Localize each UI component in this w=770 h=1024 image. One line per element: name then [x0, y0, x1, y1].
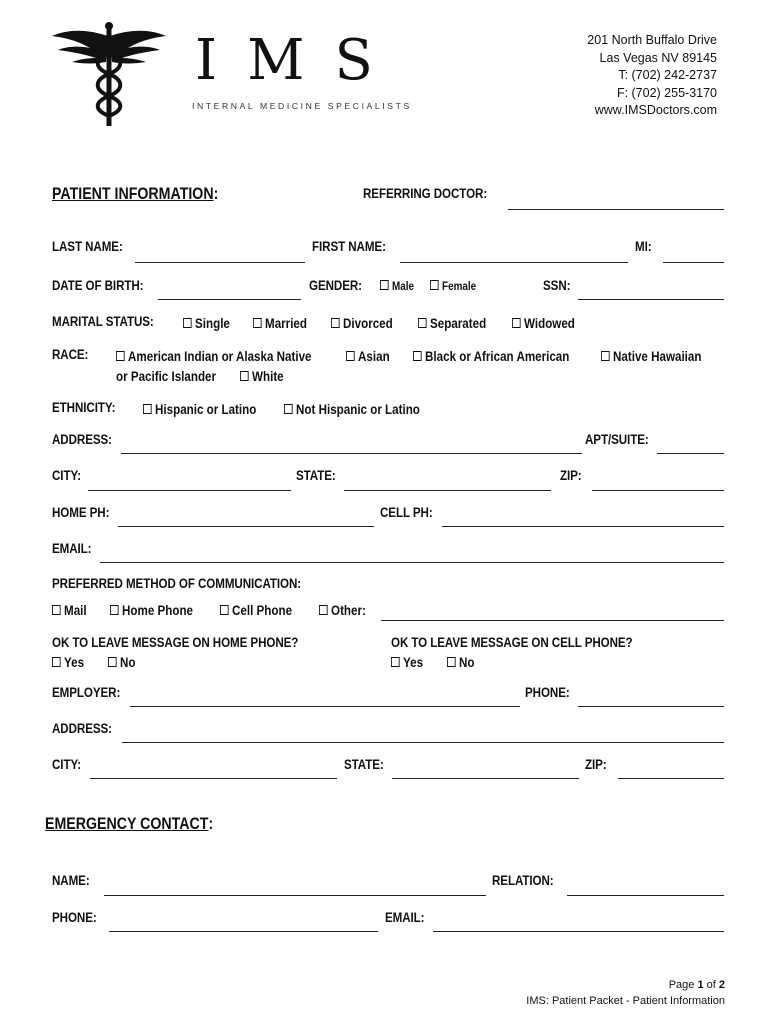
option-label: Black or African American [425, 349, 570, 364]
employer-state-label: STATE: [344, 757, 384, 772]
phone-line: T: (702) 242-2737 [618, 68, 717, 82]
page-prefix: Page [668, 979, 698, 991]
city-field[interactable] [88, 490, 291, 491]
option-label: Mail [64, 603, 87, 618]
checkbox[interactable] [143, 404, 152, 414]
gender-female-option[interactable] [430, 280, 476, 293]
option-label: Married [265, 316, 307, 331]
emergency-phone-field[interactable] [109, 931, 378, 932]
state-label: STATE: [296, 468, 336, 483]
relation-field[interactable] [567, 895, 724, 896]
page-number [526, 977, 725, 993]
address-line: Las Vegas NV 89145 [599, 50, 717, 65]
checkbox[interactable] [183, 318, 192, 328]
employer-phone-label: PHONE: [525, 685, 570, 700]
email-label: EMAIL: [52, 541, 92, 556]
city-label: CITY: [52, 468, 82, 483]
option-label: No [120, 655, 136, 670]
employer-zip-field[interactable] [618, 778, 724, 779]
page-of: of [703, 979, 719, 991]
employer-zip-label: ZIP: [585, 757, 607, 772]
option-label: Widowed [524, 316, 575, 331]
checkbox[interactable] [220, 605, 229, 615]
employer-city-label: CITY: [52, 757, 82, 772]
employer-state-field[interactable] [392, 778, 579, 779]
ok-home-yes-option[interactable] [52, 655, 84, 670]
first-name-field[interactable] [400, 262, 628, 263]
heading-colon: : [213, 185, 219, 203]
referring-doctor-field[interactable] [508, 209, 724, 210]
option-label: Cell Phone [232, 603, 293, 618]
ok-cell-yes-option[interactable] [391, 655, 423, 670]
last-name-field[interactable] [135, 262, 305, 263]
employer-label: EMPLOYER: [52, 685, 121, 700]
checkbox[interactable] [253, 318, 262, 328]
option-label: No [459, 655, 475, 670]
website-line: www.IMSDoctors.com [594, 103, 717, 117]
dob-field[interactable] [158, 299, 301, 300]
ssn-field[interactable] [578, 299, 724, 300]
option-label: Yes [64, 655, 85, 670]
comm-cell-phone-option[interactable] [220, 603, 292, 618]
preferred-comm-label: PREFERRED METHOD OF COMMUNICATION: [52, 576, 302, 591]
checkbox[interactable] [418, 318, 427, 328]
option-label: Single [195, 316, 230, 331]
emergency-contact-heading [45, 815, 213, 834]
patient-info-heading [52, 185, 218, 204]
logo-wordmark: IMS [195, 28, 403, 93]
option-label: Divorced [343, 316, 393, 331]
comm-other-option[interactable] [319, 603, 366, 618]
apt-suite-label: APT/SUITE: [585, 432, 649, 447]
page-footer [526, 977, 725, 1009]
option-label: Home Phone [122, 603, 194, 618]
comm-other-field[interactable] [381, 620, 724, 621]
option-label: Yes [403, 655, 424, 670]
heading-colon: : [208, 815, 214, 833]
race-american-indian-option[interactable] [116, 349, 312, 364]
emergency-name-field[interactable] [104, 895, 486, 896]
option-label: White [252, 369, 284, 384]
checkbox[interactable] [108, 657, 117, 667]
apt-suite-field[interactable] [657, 453, 724, 454]
referring-doctor-label: REFERRING DOCTOR: [363, 186, 488, 201]
document-name: IMS: Patient Packet - Patient Information [526, 995, 725, 1007]
gender-label: GENDER: [309, 278, 362, 293]
address-line: 201 North Buffalo Drive [587, 33, 717, 47]
checkbox[interactable] [110, 605, 119, 615]
checkbox[interactable] [601, 351, 610, 361]
email-field[interactable] [100, 562, 724, 563]
employer-phone-field[interactable] [578, 706, 724, 707]
ok-home-phone-label: OK TO LEAVE MESSAGE ON HOME PHONE? [52, 635, 299, 650]
employer-city-field[interactable] [90, 778, 337, 779]
cell-phone-label: CELL PH: [380, 505, 433, 520]
checkbox[interactable] [319, 605, 328, 615]
option-label: Male [392, 281, 415, 293]
mi-field[interactable] [663, 262, 724, 263]
option-label: Separated [430, 316, 487, 331]
emergency-email-field[interactable] [433, 931, 724, 932]
cell-phone-field[interactable] [442, 526, 724, 527]
ok-cell-phone-label: OK TO LEAVE MESSAGE ON CELL PHONE? [391, 635, 633, 650]
marital-status-label: MARITAL STATUS: [52, 314, 154, 329]
marital-widowed-option[interactable] [512, 316, 575, 331]
race-white-option[interactable] [240, 369, 284, 384]
logo-subtitle: INTERNAL MEDICINE SPECIALISTS [192, 101, 412, 111]
comm-home-phone-option[interactable] [110, 603, 193, 618]
comm-mail-option[interactable] [52, 603, 87, 618]
emergency-phone-label: PHONE: [52, 910, 97, 925]
clinic-address [587, 32, 717, 120]
option-label: Not Hispanic or Latino [296, 402, 420, 417]
employer-address-field[interactable] [122, 742, 724, 743]
race-asian-option[interactable] [346, 349, 390, 364]
checkbox[interactable] [116, 351, 125, 361]
race-pacific-islander-continued: or Pacific Islander [116, 369, 217, 384]
checkbox[interactable] [284, 404, 293, 414]
checkbox[interactable] [52, 605, 61, 615]
checkbox[interactable] [430, 280, 439, 290]
address-label: ADDRESS: [52, 432, 112, 447]
heading-text: EMERGENCY CONTACT [45, 815, 209, 833]
marital-divorced-option[interactable] [331, 316, 393, 331]
checkbox[interactable] [52, 657, 61, 667]
heading-text: PATIENT INFORMATION [52, 185, 214, 203]
marital-separated-option[interactable] [418, 316, 486, 331]
page-total: 2 [718, 979, 725, 991]
marital-single-option[interactable] [183, 316, 230, 331]
checkbox[interactable] [346, 351, 355, 361]
checkbox[interactable] [331, 318, 340, 328]
option-label: Other: [331, 603, 366, 618]
zip-label: ZIP: [560, 468, 582, 483]
caduceus-logo-icon [50, 22, 168, 128]
checkbox[interactable] [447, 657, 456, 667]
home-phone-label: HOME PH: [52, 505, 110, 520]
checkbox[interactable] [512, 318, 521, 328]
marital-married-option[interactable] [253, 316, 307, 331]
option-label: Female [442, 281, 477, 293]
emergency-name-label: NAME: [52, 873, 90, 888]
ok-cell-no-option[interactable] [447, 655, 475, 670]
employer-field[interactable] [130, 706, 520, 707]
relation-label: RELATION: [492, 873, 554, 888]
address-field[interactable] [121, 453, 582, 454]
race-black-option[interactable] [413, 349, 569, 364]
employer-address-label: ADDRESS: [52, 721, 112, 736]
ethnicity-label: ETHNICITY: [52, 400, 116, 415]
option-label: Hispanic or Latino [155, 402, 257, 417]
dob-label: DATE OF BIRTH: [52, 278, 144, 293]
fax-line: F: (702) 255-3170 [616, 85, 717, 100]
option-label: Native Hawaiian [613, 349, 702, 364]
option-label: Asian [358, 349, 390, 364]
checkbox[interactable] [380, 280, 389, 290]
ethnicity-not-hispanic-option[interactable] [284, 402, 420, 417]
checkbox[interactable] [240, 371, 249, 381]
race-label: RACE: [52, 347, 89, 362]
last-name-label: LAST NAME: [52, 239, 123, 254]
zip-field[interactable] [592, 490, 724, 491]
state-field[interactable] [344, 490, 551, 491]
ethnicity-hispanic-option[interactable] [143, 402, 256, 417]
checkbox[interactable] [413, 351, 422, 361]
race-native-hawaiian-option[interactable] [601, 349, 701, 364]
emergency-email-label: EMAIL: [385, 910, 425, 925]
ssn-label: SSN: [543, 278, 571, 293]
home-phone-field[interactable] [118, 526, 374, 527]
gender-male-option[interactable] [380, 280, 414, 293]
page-num: 1 [697, 979, 704, 991]
option-label: American Indian or Alaska Native [128, 349, 312, 364]
checkbox[interactable] [391, 657, 400, 667]
ok-home-no-option[interactable] [108, 655, 136, 670]
first-name-label: FIRST NAME: [312, 239, 386, 254]
mi-label: MI: [635, 239, 652, 254]
